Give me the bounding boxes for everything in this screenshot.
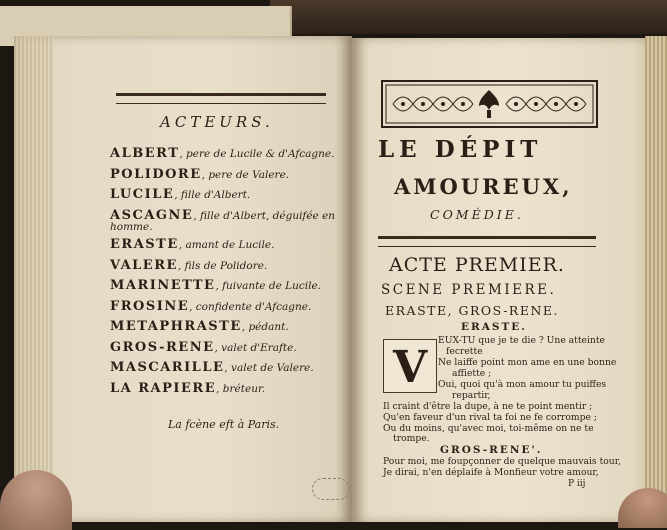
cast-entry: METAPHRASTE, pédant.: [110, 319, 289, 334]
ornamental-headpiece: [381, 80, 598, 128]
speaker-name: ERASTE.: [461, 321, 527, 333]
verse-line: Il craint d'être la dupe, à ne te point mentir ;: [383, 401, 593, 412]
cast-entry: VALERE, fils de Polidore.: [110, 257, 268, 273]
book-cover-edge: [270, 0, 667, 34]
scene-heading: SCENE PREMIERE.: [381, 282, 557, 298]
verse-line: affiette ;: [452, 368, 492, 379]
verse-line: trompe.: [393, 433, 430, 444]
verse-line: fecrette: [446, 346, 483, 357]
act-heading: ACTE PREMIER.: [389, 254, 565, 276]
verse-line: EUX-TU que je te die ? Une atteinte: [438, 335, 605, 346]
cast-entry: ASCAGNE, fille d'Albert, déguifée en homme.: [110, 207, 336, 233]
verse-line: Pour moi, me foupçonner de quelque mauvais tour,: [383, 456, 622, 467]
play-title-line-2: AMOUREUX,: [394, 174, 573, 199]
cast-title: ACTEURS.: [160, 113, 274, 131]
verse-line: Oui, quoi qu'à mon amour tu puiffes: [438, 379, 607, 390]
verse-line: Qu'en faveur d'un rival ta foi ne fe corrompe ;: [383, 412, 597, 423]
cast-entry: ERASTE, amant de Lucile.: [110, 237, 275, 252]
verse-line: Je dirai, n'en déplaife à Monfieur votre amour,: [383, 467, 599, 478]
play-genre: COMÉDIE.: [430, 207, 524, 222]
header-rule: [116, 93, 326, 104]
cast-entry: FROSINE, confidente d'Afcagne.: [110, 298, 312, 314]
verse-line: Ou du moins, qu'avec moi, toi-même on ne te: [383, 423, 594, 434]
drop-cap: [383, 339, 437, 393]
library-stamp: [312, 478, 350, 500]
page-signature: P iij: [568, 479, 586, 489]
cast-entry: LA RAPIERE, bréteur.: [110, 380, 266, 396]
verse-line: repartir,: [452, 390, 491, 401]
cast-list: [110, 144, 370, 399]
play-title-line-1: LE DÉPIT: [378, 136, 543, 163]
cast-entry: ALBERT, pere de Lucile & d'Afcagne.: [110, 146, 335, 161]
page-edges: [645, 36, 667, 522]
cast-entry: GROS-RENE, valet d'Erafte.: [110, 339, 297, 355]
speaker-name: GROS-RENE'.: [440, 444, 543, 456]
cast-entry: LUCILE, fille d'Albert.: [110, 187, 251, 202]
scene-location-note: La fcène eft à Paris.: [168, 418, 280, 431]
title-rule: [378, 236, 596, 247]
cast-entry: MARINETTE, fuivante de Lucile.: [110, 278, 322, 293]
verse-line: Ne laiffe point mon ame en une bonne: [438, 357, 617, 368]
cast-entry: POLIDORE, pere de Valere.: [110, 166, 290, 182]
cast-entry: MASCARILLE, valet de Valere.: [110, 360, 314, 375]
scene-persons: ERASTE, GROS-RENE.: [385, 303, 559, 318]
drop-cap-letter: V: [393, 342, 428, 393]
